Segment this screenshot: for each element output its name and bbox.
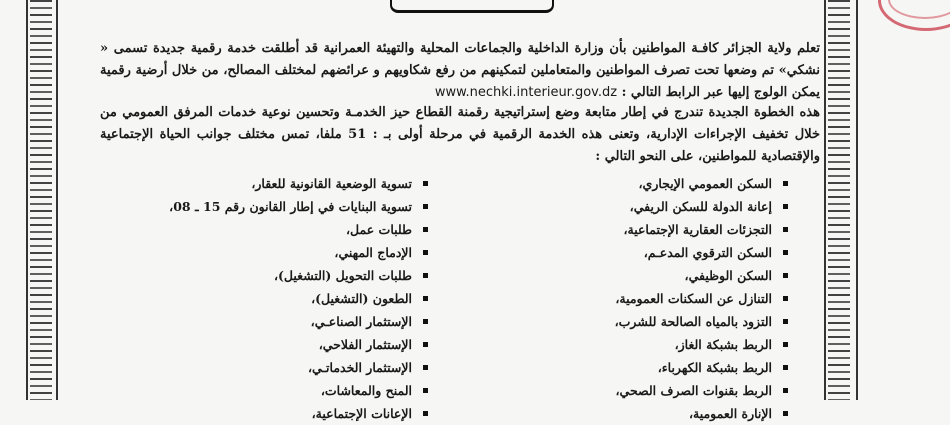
intro-paragraph — [100, 38, 820, 104]
left-border-line-inner — [56, 0, 58, 400]
list-item: الإستثمار الفلاحي، — [200, 333, 430, 356]
services-list-left — [169, 172, 430, 425]
list-item: طلبات عمل، — [200, 218, 430, 241]
left-border-line — [26, 0, 28, 400]
list-item: التزود بالمياه الصالحة للشرب، — [550, 310, 790, 333]
heading-underline — [390, 0, 554, 13]
list-item: السكن الترقوي المدعـم، — [550, 241, 790, 264]
list-item: الإنارة العمومية، — [550, 402, 790, 425]
right-border-line-inner — [824, 0, 826, 400]
right-border-line — [856, 0, 858, 400]
list-item: التنازل عن السكنات العمومية، — [550, 287, 790, 310]
strategy-paragraph: هذه الخطوة الجديدة تندرج في إطار متابعة وضع إستراتيجية رقمنة القطاع حيز الخدمـة وتحسين نوعية خدمات المرفق العمومي من خلال تخفيف الإجراءات الإدارية، وتعنى هذه الخدمة الرقمية في مرحلة أولى بـ : 51 ملفا، تمس مختلف جوانب الحياة الإجتماعية والإقتصادية للمواطنين، على النحو التالي : — [100, 105, 820, 164]
list-item: تسوية الوضعية القانونية للعقار، — [200, 172, 430, 195]
list-item: السكن العمومي الإيجاري، — [550, 172, 790, 195]
right-ornamental-border — [828, 0, 850, 400]
list-item: الإعانات الإجتماعية، — [200, 402, 430, 425]
list-item: الإستثمار الخدماتـي، — [200, 356, 430, 379]
list-item: الإدماج المهني، — [200, 241, 430, 264]
list-item: الطعون (التشغيل)، — [200, 287, 430, 310]
list-item: التجزئات العقارية الإجتماعية، — [550, 218, 790, 241]
list-item: المنح والمعاشات، — [200, 379, 430, 402]
list-item: الربط بقنوات الصرف الصحي، — [550, 379, 790, 402]
list-item: الربط بشبكة الكهرباء، — [550, 356, 790, 379]
list-item: إعانة الدولة للسكن الريفي، — [550, 195, 790, 218]
left-ornamental-border — [30, 0, 52, 400]
list-item: السكن الوظيفي، — [550, 264, 790, 287]
intro-paragraph-text: تعلم ولاية الجزائر كافـة المواطنين بأن وزارة الداخلية والجماعات المحلية والتهيئة العمرانية قد أطلقت خدمة رقمية جديدة تسمى « نشكي» تم وضعها تحت تصرف المواطنين والمتعاملين لتمكينهم من رفع شكاويهم و عرائضهم لمختلف المصالح، من خلال أرضية رقمية يمكن الولوج إليها عبر الرابط التالي : — [100, 41, 820, 100]
services-list-right — [550, 172, 790, 425]
list-item: الربط بشبكة الغاز، — [550, 333, 790, 356]
nechki-url-link[interactable]: www.nechki.interieur.gov.dz — [434, 85, 618, 100]
list-item: تسوية البنايات في إطار القانون رقم 15 ـ 08، — [200, 195, 430, 218]
list-item: طلبات التحويل (التشغيل)، — [200, 264, 430, 287]
list-item: الإستثمار الصناعـي، — [200, 310, 430, 333]
